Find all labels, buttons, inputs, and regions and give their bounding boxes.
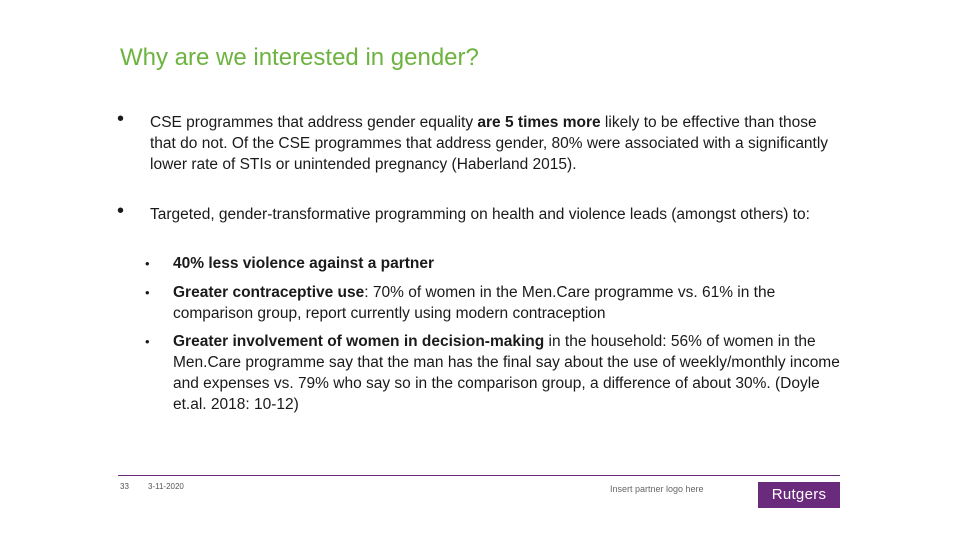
sub-bullet-2-text: : 70% of women in the Men.Care programme vs. 61% in the comparison group, report currently using modern contraception [173,284,776,322]
slide-number: 33 [120,482,129,491]
bullet-2 [117,200,840,225]
bullet-1-text-b: likely to be effective than those that do not. Of the CSE programmes that address gender, 80% were associated with a significantly lower rate of STIs or unintended pregnancy (Haberland 2015). [150,114,829,173]
sub-bullet-dot: • [145,256,150,271]
bullet-1-text-bold: are 5 times more [477,114,601,131]
sub-bullet-3-text-bold: Greater involvement of women in decision-making [173,333,545,350]
footer-divider [118,475,840,476]
sub-bullet-3-text: in the household: 56% of women in the Men.Care programme say that the man has the final say about the use of weekly/monthly income and expenses vs. 79% who say so in the comparison group, a difference of about 30%. (Doyle et.al. 2018: 10-12) [173,333,840,413]
sub-bullet-2-text-bold: Greater contraceptive use [173,284,365,301]
sub-bullet-1 [145,253,843,274]
bullet-1-text-a: CSE programmes that address gender equality [150,114,478,131]
sub-bullet-dot: • [145,334,150,349]
footer-date: 3-11-2020 [148,482,184,491]
sub-bullet-1-text: 40% less violence against a partner [173,255,435,272]
sub-bullet-dot: • [145,285,150,300]
partner-logo-placeholder: Insert partner logo here [610,484,704,494]
rutgers-logo: Rutgers [758,482,840,508]
bullet-dot: • [117,200,125,222]
bullet-2-text: Targeted, gender-transformative programming on health and violence leads (amongst others) to: [150,206,810,223]
sub-bullet-3 [145,331,843,415]
bullet-dot: • [117,108,125,130]
bullet-1 [117,108,840,175]
slide-title: Why are we interested in gender? [120,44,479,71]
sub-bullet-2 [145,282,843,324]
